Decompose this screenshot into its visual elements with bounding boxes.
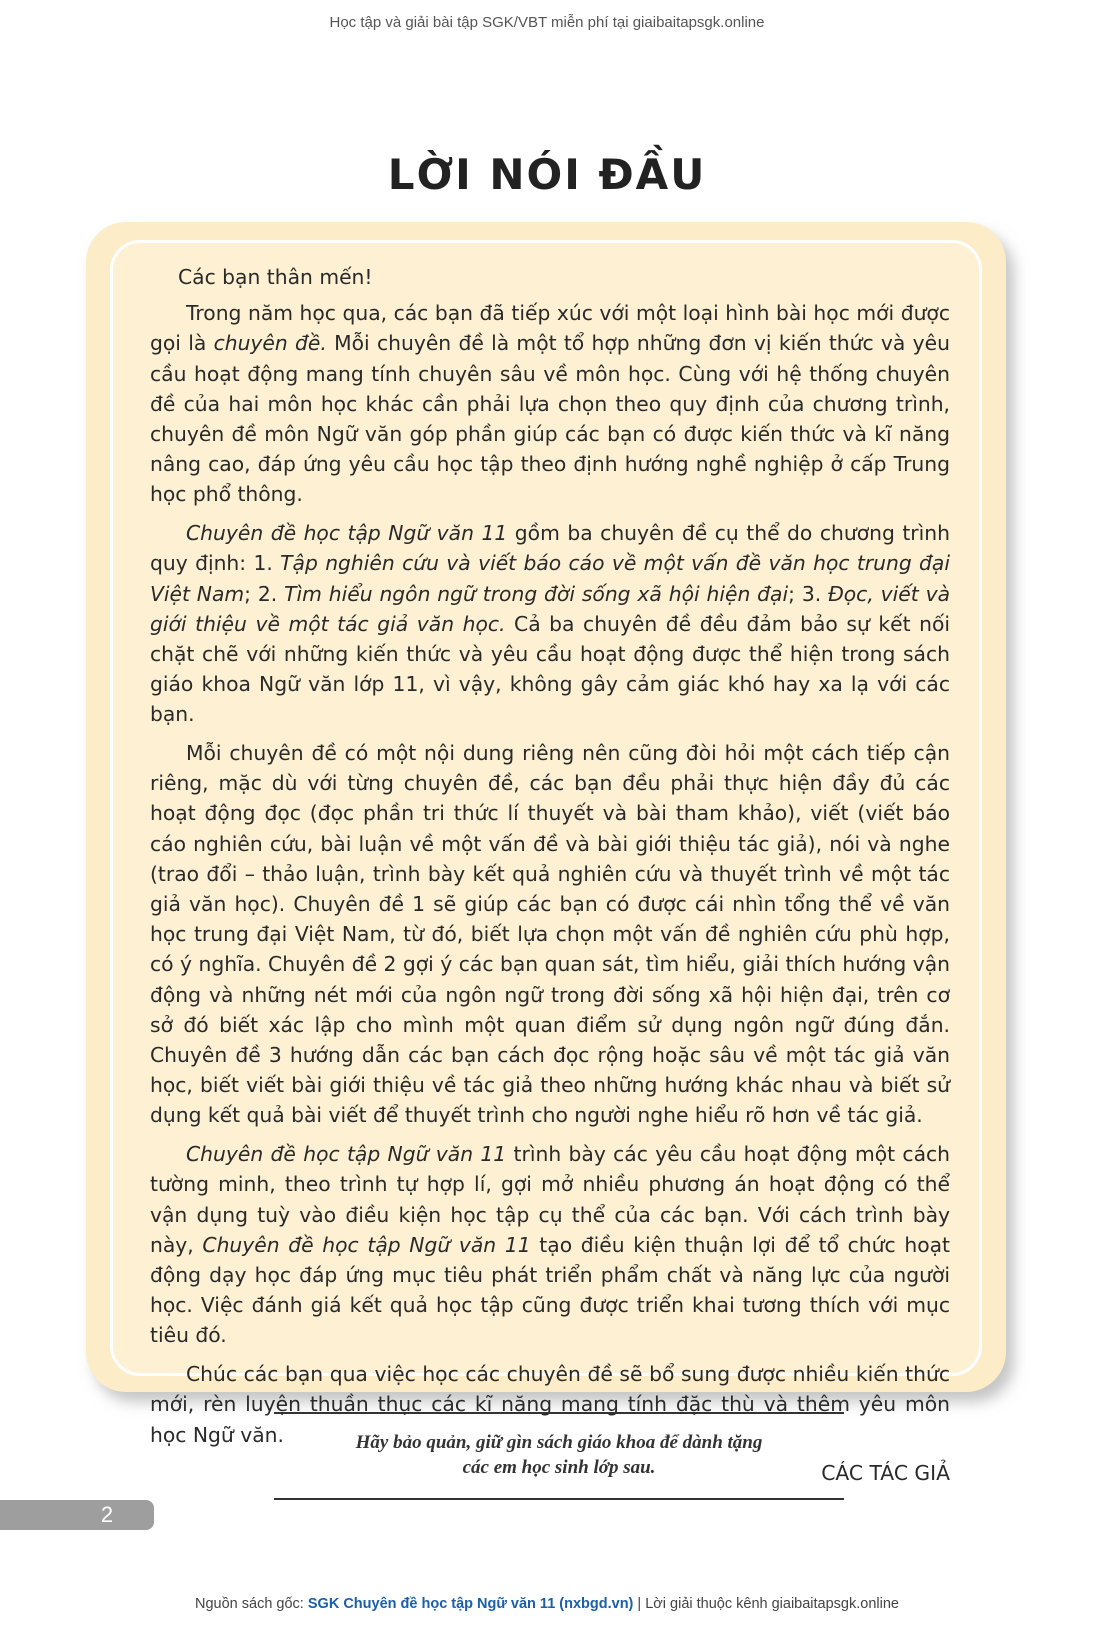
greeting: Các bạn thân mến! — [178, 265, 373, 289]
book-care-notice — [274, 1412, 844, 1500]
p2-italic-3: Tìm hiểu ngôn ngữ trong đời sống xã hội hiện đại — [284, 581, 789, 606]
p4-italic-2: Chuyên đề học tập Ngữ văn 11 — [202, 1232, 531, 1257]
page-number: 2 — [0, 1500, 154, 1530]
p4-text-b: tạo điều kiện thuận lợi để tổ chức hoạt động dạy học đáp ứng mục tiêu phát triển phẩm chất và năng lực của người học. Việc đánh giá kết quả học tập cũng được triển khai tương thích với mục tiêu đó. — [150, 1232, 950, 1348]
p1-text-a: Trong năm học qua, các bạn đã tiếp xúc với một loại hình bài học mới được gọi là — [150, 301, 950, 356]
paragraph-3: Mỗi chuyên đề có một nội dung riêng nên cũng đòi hỏi một cách tiếp cận riêng, mặc dù với từng chuyên đề, các bạn đều phải thực hiện đầy đủ các hoạt động đọc (đọc phần tri thức lí thuyết và bài tham khảo), viết (viết báo cáo nghiên cứu, bài luận về một vấn đề và bài giới thiệu tác giả), nói và nghe (trao đổi – thảo luận, trình bày kết quả nghiên cứu và thuyết trình về một tác giả văn học). Chuyên đề 1 sẽ giúp các bạn có được cái nhìn tổng thể về văn học trung đại Việt Nam, từ đó, biết lựa chọn một vấn đề nghiên cứu phù hợp, có ý nghĩa. Chuyên đề 2 gợi ý các bạn quan sát, tìm hiểu, giải thích hướng vận động và những nét mới của ngôn ngữ trong đời sống xã hội hiện đại, trên cơ sở đó biết xác lập cho mình một quan điểm sử dụng ngôn ngữ đúng đắn. Chuyên đề 3 hướng dẫn các bạn cách đọc rộng hoặc sâu về một tác giả văn học, biết viết bài giới thiệu về tác giả theo những hướng khác nhau và biết sử dụng kết quả bài viết để thuyết trình cho người nghe hiểu rõ hơn về tác giả. — [150, 741, 950, 1128]
footer — [0, 1596, 1094, 1612]
notice-line-2: các em học sinh lớp sau. — [462, 1457, 656, 1478]
p2-italic-4: Đọc, viết và giới thiệu về một tác giả văn học. — [150, 581, 951, 636]
p1-text-b: Mỗi chuyên đề là một tổ hợp những đơn vị kiến thức và yêu cầu hoạt động mang tính chuyên sâu về môn học. Cùng với hệ thống chuyên đề của hai môn học khác cần phải lựa chọn theo quy định của chương trình, chuyên đề môn Ngữ văn góp phần giúp các bạn có được kiến thức và kĩ năng nâng cao, đáp ứng yêu cầu học tập theo định hướng nghề nghiệp ở cấp Trung học phổ thông. — [150, 331, 950, 507]
p4-text-a: trình bày các yêu cầu hoạt động một cách tường minh, theo trình tự hợp lí, gợi mở nhiều phương án hoạt động có thể vận dụng tuỳ vào điều kiện học tập cụ thể của các bạn. Với cách trình bày này, — [150, 1142, 950, 1257]
p2-text-c: ; 3. — [788, 581, 829, 606]
footer-prefix: Nguồn sách gốc: — [195, 1596, 308, 1612]
paragraph-2 — [150, 518, 950, 729]
paragraph-1 — [150, 298, 950, 509]
p2-italic-1: Chuyên đề học tập Ngữ văn 11 — [186, 521, 508, 546]
notice-line-1: Hãy bảo quản, giữ gìn sách giáo khoa để dành tặng — [355, 1432, 763, 1453]
top-header-note: Học tập và giải bài tập SGK/VBT miễn phí tại giaibaitapsgk.online — [329, 14, 765, 31]
signature: CÁC TÁC GIẢ — [821, 1461, 950, 1486]
p2-italic-2: Tập nghiên cứu và viết báo cáo về một vấn đề văn học trung đại Việt Nam — [150, 551, 950, 606]
paragraph-4 — [150, 1139, 950, 1350]
footer-source-link[interactable]: SGK Chuyên đề học tập Ngữ văn 11 (nxbgd.vn) — [307, 1596, 634, 1612]
p2-text-a: gồm ba chuyên đề cụ thể do chương trình quy định: 1. — [150, 521, 950, 576]
p2-text-b: ; 2. — [244, 581, 285, 606]
p2-text-d: Cả ba chuyên đề đều đảm bảo sự kết nối chặt chẽ với những kiến thức và yêu cầu hoạt động được thể hiện trong sách giáo khoa Ngữ văn lớp 11, vì vậy, không gây cảm giác khó hay xa lạ với các bạn. — [150, 611, 950, 727]
p4-italic-1: Chuyên đề học tập Ngữ văn 11 — [186, 1142, 507, 1167]
p1-italic: chuyên đề. — [213, 331, 327, 356]
page-title: LỜI NÓI ĐẦU — [387, 150, 707, 199]
paragraph-5: Chúc các bạn qua việc học các chuyên đề sẽ bổ sung được nhiều kiến thức mới, rèn luyện thuần thục các kĩ năng mang tính đặc thù và thêm yêu môn học Ngữ văn. — [150, 1362, 950, 1447]
preface-text — [150, 262, 950, 1497]
footer-suffix: | Lời giải thuộc kênh giaibaitapsgk.online — [633, 1596, 899, 1612]
